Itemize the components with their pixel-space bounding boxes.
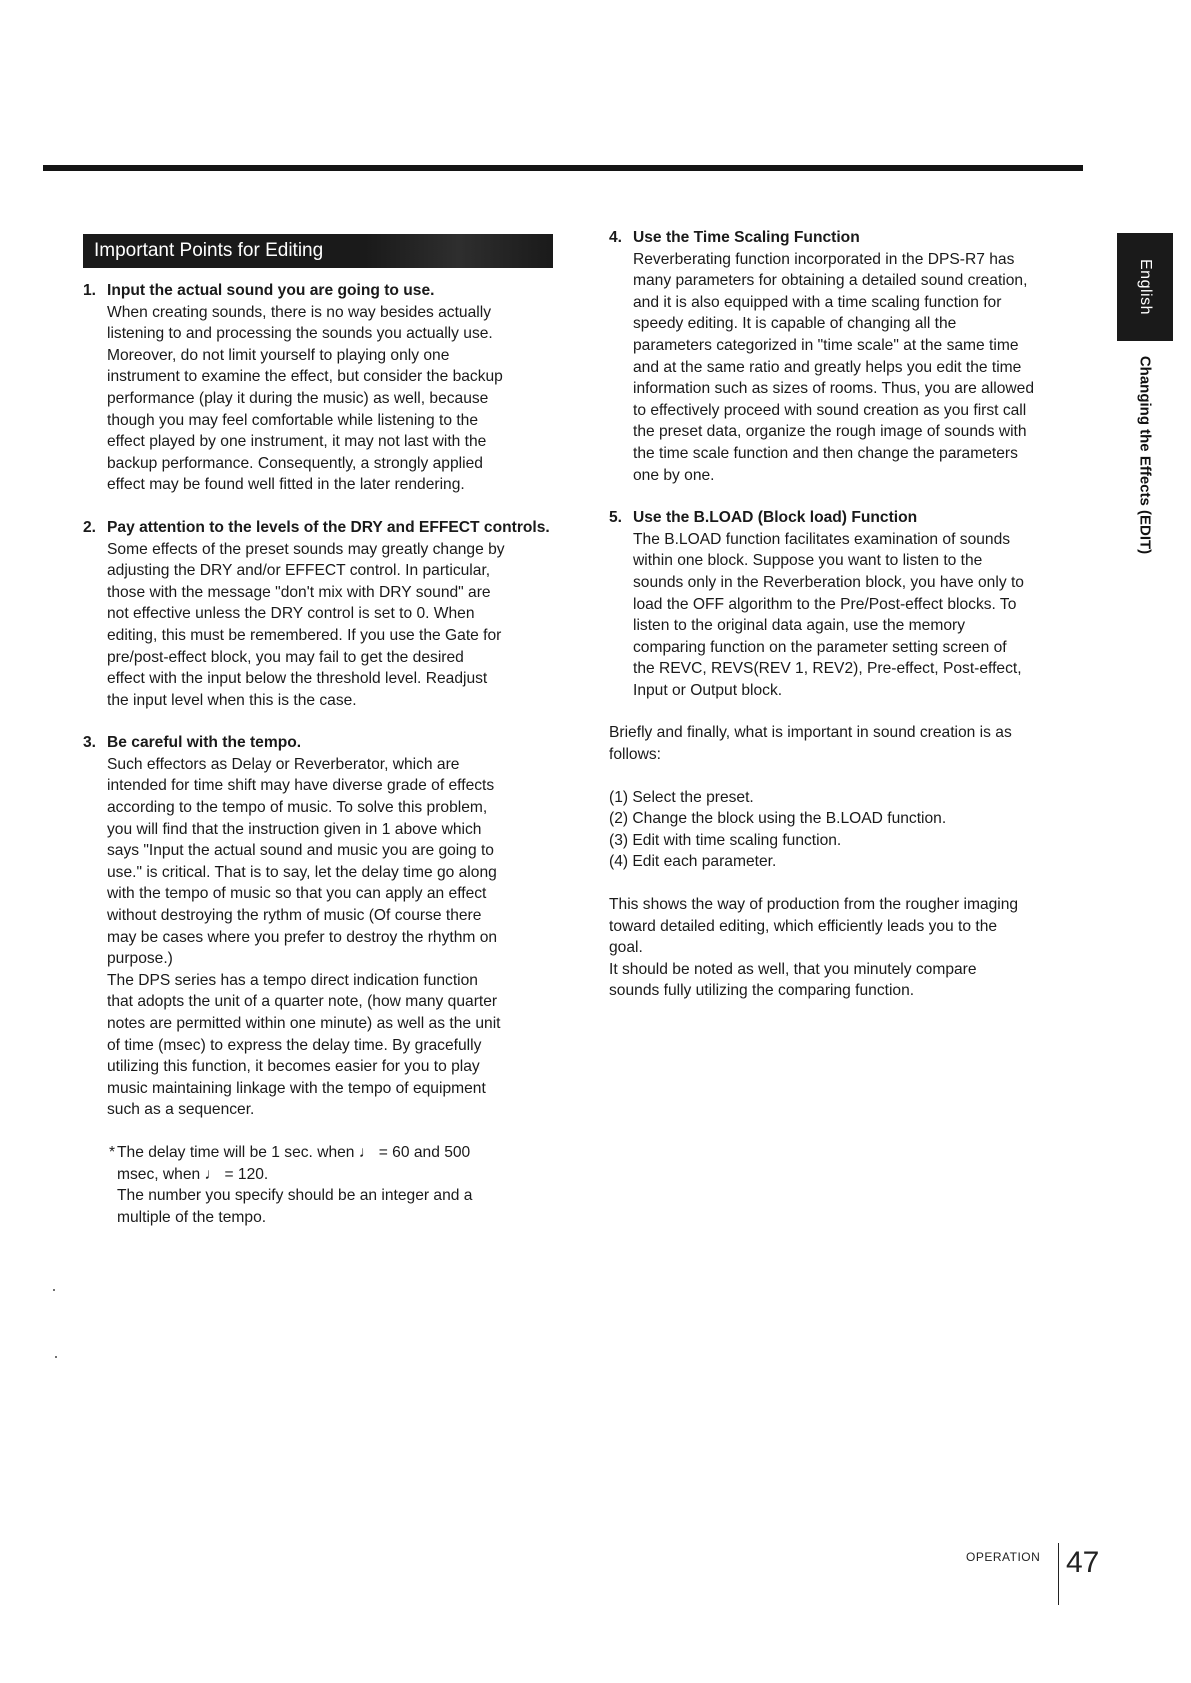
list-item — [609, 507, 1084, 701]
item-text: The B.LOAD function facilitates examination of sounds within one block. Suppose you want to listen to the sounds only in the Reverberation block, you have only to load the OFF algorithm to the Pre/Post-effect blocks. To listen to the original data again, use the memory comparing function on the parameter setting screen of the REVC, REVS(REV 1, REV2), Pre-effect, Post-effect, Input or Output block. — [633, 530, 1024, 699]
note-text: The delay time will be 1 sec. when ♩ = 60 and 500 msec, when ♩ = 120. The number you specify should be an integer and a multiple of the tempo. — [117, 1143, 473, 1226]
item-title: Input the actual sound you are going to use. — [107, 282, 435, 299]
margin-dot — [53, 1289, 55, 1291]
tempo-note — [109, 1142, 563, 1228]
language-tab — [1117, 233, 1173, 341]
item-number: 1. — [83, 282, 97, 299]
list-item — [609, 227, 1084, 486]
list-item — [83, 280, 563, 496]
list-item — [83, 732, 563, 1121]
steps-list — [609, 787, 1084, 873]
item-text: Reverberating function incorporated in the DPS-R7 has many parameters for obtaining a detailed sound creation, and it is also equipped with a time scaling function for speedy editing. It is capable of changing all the parameters categorized in "time scale" at the same time and at the same ratio and greatly helps you edit the time information such as sizes of rooms. Thus, you are allowed to effectively proceed with sound creation as you first call the preset data, organize the rough image of sounds with the time scale function and then change the parameters one by one. — [633, 250, 1035, 484]
closing-text: This shows the way of production from the rougher imaging toward detailed editing, which efficiently leads you to the goal. It should be noted as well, that you minutely compare sounds fully utilizing the comparing function. — [609, 896, 1019, 1000]
item-text: Some effects of the preset sounds may greatly change by adjusting the DRY and/or EFFECT control. In particular, those with the message "don't mix with DRY sound" are not effective unless the DRY control is set to 0. When editing, this must be remembered. If you use the Gate for pre/post-effect block, you may fail to get the desired effect with the input below the threshold level. Readjust the input level when this is the case. — [107, 540, 505, 709]
note-asterisk: * — [109, 1143, 116, 1161]
item-title: Use the B.LOAD (Block load) Function — [633, 509, 918, 527]
item-number: 4. — [609, 229, 623, 246]
step-item: (3) Edit with time scaling function. — [609, 831, 842, 849]
language-label: English — [1137, 259, 1154, 315]
item-text: When creating sounds, there is no way besides actually listening to and processing the sounds you actually use. Moreover, do not limit yourself to playing only one instrument to examine the effect, but consider the backup performance (play it during the music) as well, because though you may feel comfortable while listening to the effect played by one instrument, it may not last with the backup performance. Consequently, a strongly applied effect may be found well fitted in the later rendering. — [107, 303, 503, 494]
section-header — [83, 234, 553, 268]
section-title: Important Points for Editing — [94, 240, 324, 261]
list-item — [83, 517, 563, 711]
summary-intro: Briefly and finally, what is important in sound creation is as follows: — [609, 724, 1012, 764]
item-number: 2. — [83, 518, 97, 536]
margin-dot — [55, 1356, 57, 1358]
step-item: (2) Change the block using the B.LOAD function. — [609, 810, 947, 828]
chapter-label — [1120, 350, 1170, 560]
item-number: 3. — [83, 734, 97, 752]
item-title: Pay attention to the levels of the DRY and EFFECT controls. — [107, 518, 550, 536]
step-item: (4) Edit each parameter. — [609, 853, 777, 871]
right-column — [609, 227, 1084, 1002]
item-number: 5. — [609, 509, 623, 527]
left-column — [83, 280, 563, 1228]
item-text: Such effectors as Delay or Reverberator, which are intended for time shift may have diverse grade of effects according to the tempo of music. To solve this problem, you will find that the instruction given in 1 above which says "Input the actual sound and music you are going to use." is critical. That is to say, let the delay time go along with the tempo of music so that you can apply an effect without destroying the rythm of music (Of course there may be cases where you prefer to destroy the rhythm on purpose.) The DPS series has a tempo direct indication function that adopts the unit of a quarter note, (how many quarter notes are permitted within one minute) as well as the unit of time (msec) to express the delay time. By gracefully utilizing this function, it becomes easier for you to play music maintaining linkage with the tempo of equipment such as a sequencer. — [107, 755, 501, 1119]
footer-section: OPERATION — [966, 1550, 1041, 1564]
top-rule — [43, 165, 1083, 171]
footer-divider — [1058, 1543, 1059, 1605]
page-number: 47 — [1066, 1546, 1100, 1579]
step-item: (1) Select the preset. — [609, 788, 754, 806]
item-title: Be careful with the tempo. — [107, 734, 302, 752]
item-title: Use the Time Scaling Function — [633, 229, 860, 246]
chapter-label-text: Changing the Effects (EDIT) — [1136, 355, 1154, 555]
